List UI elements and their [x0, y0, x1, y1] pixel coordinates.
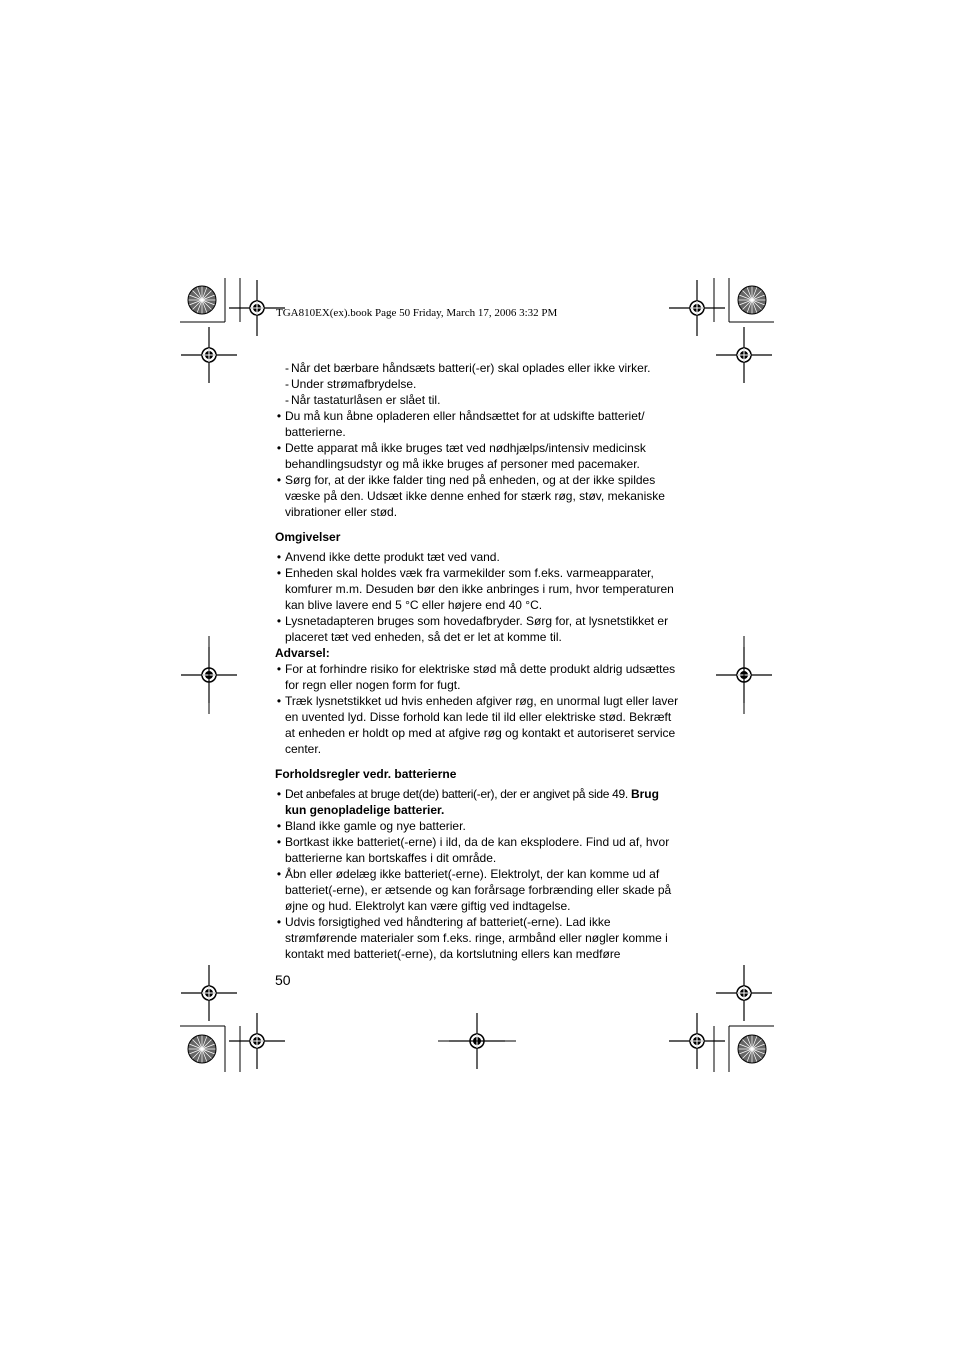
list-item-text: Træk lysnetstikket ud hvis enheden afgiver røg, en unormal lugt eller laver en uvented lyd. Disse forhold kan lede til ild eller elektriske stød. Bekræft at enheden er holdt op med at afgive røg og kontakt et autoriseret service center. [285, 694, 679, 756]
list-item: • Åbn eller ødelæg ikke batteriet(-erne). Elektrolyt, der kan komme ud af batteriet(-erne), er ætsende og kan forårsage forbrænding eller skade på øjne og hud. Elektrolyt kan være giftig ved indtagelse. [276, 867, 672, 913]
color-bar-star-icon [188, 1035, 216, 1063]
registration-mark-icon [716, 965, 772, 1021]
list-item-text: Anvend ikke dette produkt tæt ved vand. [285, 550, 500, 564]
color-bar-star-icon [738, 286, 766, 314]
list-item-text: Sørg for, at der ikke falder ting ned på enheden, og at der ikke spildes væske på den. Udsæt ikke denne enhed for stærk røg, støv, mekaniske vibrationer eller stød. [285, 473, 665, 519]
list-item: - Under strømafbrydelse. [285, 377, 417, 391]
registration-mark-icon [229, 1013, 285, 1069]
registration-mark-icon [716, 327, 772, 383]
section-heading-advarsel: Advarsel: [275, 646, 330, 660]
book-header-line: TGA810EX(ex).book Page 50 Friday, March 17, 2006 3:32 PM [276, 307, 558, 319]
list-item-text: Enheden skal holdes væk fra varmekilder som f.eks. varmeapparater, komfurer m.m. Desuden bør den ikke anbringes i rum, hvor temperaturen kan blive lavere end 5 °C eller højere end 40 °C. [285, 566, 674, 612]
list-item: • Dette apparat må ikke bruges tæt ved nødhjælps/intensiv medicinsk behandlingsudstyr og må ikke bruges af personer med pacemaker. [276, 441, 646, 471]
list-item: • Det anbefales at bruge det(de) batteri(-er), der er angivet på side 49. Brug kun genopladelige batterier. [276, 787, 659, 817]
list-item: - Når det bærbare håndsæts batteri(-er) skal oplades eller ikke virker. [285, 361, 651, 375]
color-bar-star-icon [738, 1035, 766, 1063]
list-item: • Sørg for, at der ikke falder ting ned på enheden, og at der ikke spildes væske på den. Udsæt ikke denne enhed for stærk røg, støv, mekaniske vibrationer eller stød. [276, 473, 665, 519]
list-item: - Når tastaturlåsen er slået til. [285, 393, 441, 407]
list-item-text: Det anbefales at bruge det(de) batteri(-er), der er angivet på side 49. [285, 787, 631, 801]
registration-mark-icon [669, 1013, 725, 1069]
list-item: • For at forhindre risiko for elektriske stød må dette produkt aldrig udsættes for regn eller nogen form for fugt. [276, 662, 676, 692]
list-item: • Bland ikke gamle og nye batterier. [276, 819, 466, 833]
list-item-text: Lysnetadapteren bruges som hovedafbryder. Sørg for, at lysnetstikket er placeret tæt ved enheden, så det er let at komme til. [285, 614, 669, 644]
list-item-text: Åbn eller ødelæg ikke batteriet(-erne). Elektrolyt, der kan komme ud af batteriet(-erne), er ætsende og kan forårsage forbrænding eller skade på øjne og hud. Elektrolyt kan være giftig ved indtagelse. [285, 867, 672, 913]
list-item: • Lysnetadapteren bruges som hovedafbryder. Sørg for, at lysnetstikket er placeret tæt ved enheden, så det er let at komme til. [276, 614, 669, 644]
list-item: • Bortkast ikke batteriet(-erne) i ild, da de kan eksplodere. Find ud af, hvor batterierne kan bortskaffes i dit område. [276, 835, 670, 865]
color-bar-star-icon [188, 286, 216, 314]
list-item: • Udvis forsigtighed ved håndtering af batteriet(-erne). Lad ikke strømførende materialer som f.eks. ringe, armbånd eller nøgler komme i kontakt med batteriet(-erne), da kortslutning ellers kan medføre [276, 915, 668, 961]
list-item: • Du må kun åbne opladeren eller håndsættet for at udskifte batteriet/ batterierne. [276, 409, 645, 439]
list-item-bold-text: Brug kun genopladelige batterier. [285, 787, 659, 817]
list-item-text: Under strømafbrydelse. [291, 377, 417, 391]
section-heading-omgivelser: Omgivelser [275, 530, 341, 544]
list-item-text: Dette apparat må ikke bruges tæt ved nødhjælps/intensiv medicinsk behandlingsudstyr og må ikke bruges af personer med pacemaker. [285, 441, 646, 471]
list-item-text: Bland ikke gamle og nye batterier. [285, 819, 466, 833]
list-item-text: For at forhindre risiko for elektriske stød må dette produkt aldrig udsættes for regn eller nogen form for fugt. [285, 662, 676, 692]
list-item: • Træk lysnetstikket ud hvis enheden afgiver røg, en unormal lugt eller laver en uvented lyd. Disse forhold kan lede til ild eller elektriske stød. Bekræft at enheden er holdt op med at afgive røg og kontakt et autoriseret service center. [276, 694, 679, 756]
list-item: • Enheden skal holdes væk fra varmekilder som f.eks. varmeapparater, komfurer m.m. Desuden bør den ikke anbringes i rum, hvor temperaturen kan blive lavere end 5 °C eller højere end 40 °C. [276, 566, 674, 612]
page-content [275, 360, 680, 962]
page-number: 50 [275, 972, 291, 988]
list-item-text: Du må kun åbne opladeren eller håndsættet for at udskifte batteriet/ batterierne. [285, 409, 645, 439]
list-item-text: Når det bærbare håndsæts batteri(-er) skal oplades eller ikke virker. [291, 361, 651, 375]
list-item-text: Udvis forsigtighed ved håndtering af batteriet(-erne). Lad ikke strømførende materialer som f.eks. ringe, armbånd eller nøgler komme i kontakt med batteriet(-erne), da kortslutning ellers kan medføre [285, 915, 668, 961]
list-item-text: Bortkast ikke batteriet(-erne) i ild, da de kan eksplodere. Find ud af, hvor batterierne kan bortskaffes i dit område. [285, 835, 670, 865]
registration-mark-icon [669, 280, 725, 336]
list-item: • Anvend ikke dette produkt tæt ved vand. [276, 550, 500, 564]
list-item-text: Når tastaturlåsen er slået til. [291, 393, 441, 407]
registration-mark-icon [181, 327, 237, 383]
section-heading-batterier: Forholdsregler vedr. batterierne [275, 767, 457, 781]
registration-mark-icon [181, 965, 237, 1021]
